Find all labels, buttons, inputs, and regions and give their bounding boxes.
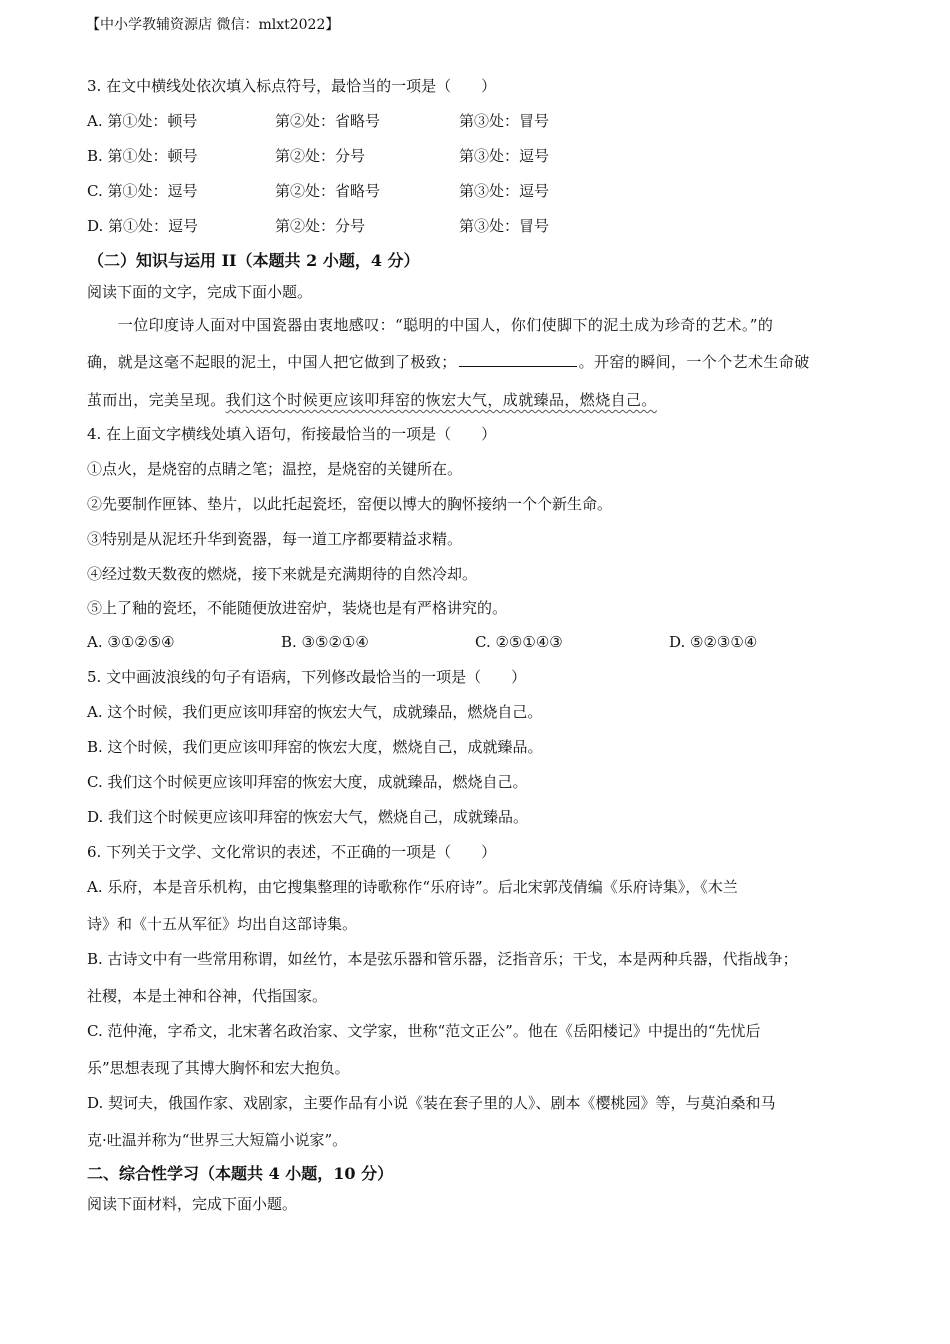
q3-option-c-part1: C. 第①处：逗号 [87,182,198,200]
q6-option-c-line2: 乐”思想表现了其博大胸怀和宏大抱负。 [87,1059,350,1077]
part-2-instruction: 阅读下面材料，完成下面小题。 [87,1195,298,1213]
q3-option-d-part1: D. 第①处：逗号 [87,217,199,235]
q4-item-4: ④经过数天数夜的燃烧，接下来就是充满期待的自然冷却。 [87,565,478,583]
q4-item-2: ②先要制作匣钵、垫片，以此托起瓷坯，窑便以博大的胸怀接纳一个个新生命。 [87,495,613,513]
passage-line-2-end: 。开窑的瞬间，一个个艺术生命破 [578,353,810,371]
q3-stem: 3. 在文中横线处依次填入标点符号，最恰当的一项是（ ） [87,77,497,95]
q3-option-d-part3: 第③处：冒号 [459,217,550,235]
passage-line-2-start: 确，就是这毫不起眼的泥土，中国人把它做到了极致； [87,353,457,371]
q6-option-b-line1: B. 古诗文中有一些常用称谓，如丝竹，本是弦乐器和管乐器，泛指音乐；干戈，本是两种兵器，代指战争； [87,950,798,968]
q5-option-b: B. 这个时候，我们更应该叩拜窑的恢宏大度，燃烧自己，成就臻品。 [87,738,543,756]
wavy-underlined-sentence: 我们这个时候更应该叩拜窑的恢宏大气，成就臻品，燃烧自己。 [225,391,657,409]
q4-item-3: ③特别是从泥坯升华到瓷器，每一道工序都要精益求精。 [87,530,463,548]
q3-option-b-part2: 第②处：分号 [275,147,366,165]
q3-option-d-part2: 第②处：分号 [275,217,366,235]
q3-option-a-part2: 第②处：省略号 [275,112,381,130]
q5-option-c: C. 我们这个时候更应该叩拜窑的恢宏大度，成就臻品，燃烧自己。 [87,773,528,791]
q4-option-c: C. ②⑤①④③ [475,633,563,651]
q5-stem: 5. 文中画波浪线的句子有语病，下列修改最恰当的一项是（ ） [87,668,527,686]
q4-option-d: D. ⑤②③①④ [669,633,758,651]
q6-option-d-line2: 克·吐温并称为“世界三大短篇小说家”。 [87,1131,348,1149]
q3-option-c-part3: 第③处：逗号 [459,182,550,200]
passage-line-1: 一位印度诗人面对中国瓷器由衷地感叹：“聪明的中国人，你们使脚下的泥土成为珍奇的艺术。”的 [87,316,774,334]
q3-option-c-part2: 第②处：省略号 [275,182,381,200]
section-2-instruction: 阅读下面的文字，完成下面小题。 [87,283,313,301]
q5-option-a: A. 这个时候，我们更应该叩拜窑的恢宏大气，成就臻品，燃烧自己。 [87,703,543,721]
q4-stem: 4. 在上面文字横线处填入语句，衔接最恰当的一项是（ ） [87,425,497,443]
header-watermark: 【中小学教辅资源店 微信：mlxt2022】 [86,17,340,33]
q6-option-d-line1: D. 契诃夫，俄国作家、戏剧家，主要作品有小说《装在套子里的人》、剧本《樱桃园》等，与莫泊桑和马 [87,1094,776,1112]
q5-option-d: D. 我们这个时候更应该叩拜窑的恢宏大气，燃烧自己，成就臻品。 [87,808,529,826]
q4-option-b: B. ③⑤②①④ [281,633,369,651]
q3-option-b-part1: B. 第①处：顿号 [87,147,198,165]
q3-option-b-part3: 第③处：逗号 [459,147,550,165]
passage-line-3 [87,389,657,411]
q4-item-5: ⑤上了釉的瓷坯，不能随便放进窑炉，装烧也是有严格讲究的。 [87,599,508,617]
passage-line-3-start: 茧而出，完美呈现。 [87,391,226,409]
q6-option-a-line2: 诗》和《十五从军征》均出自这部诗集。 [87,915,358,933]
q4-option-a: A. ③①②⑤④ [87,633,175,651]
fill-blank [459,352,577,367]
q6-stem: 6. 下列关于文学、文化常识的表述，不正确的一项是（ ） [87,843,497,861]
q4-item-1: ①点火，是烧窑的点睛之笔；温控，是烧窑的关键所在。 [87,460,463,478]
q3-option-a-part1: A. 第①处：顿号 [87,112,198,130]
q3-option-a-part3: 第③处：冒号 [459,112,550,130]
q6-option-c-line1: C. 范仲淹，字希文，北宋著名政治家、文学家，世称“范文正公”。他在《岳阳楼记》中提出的“先忧后 [87,1022,761,1040]
section-2-title: （二）知识与运用 II（本题共 2 小题，4 分） [88,251,420,270]
q6-option-a-line1: A. 乐府，本是音乐机构，由它搜集整理的诗歌称作“乐府诗”。后北宋郭茂倩编《乐府诗集》，《木兰 [87,878,738,896]
passage-line-2 [87,351,810,373]
part-2-title: 二、综合性学习（本题共 4 小题，10 分） [87,1164,394,1183]
q6-option-b-line2: 社稷，本是土神和谷神，代指国家。 [87,987,328,1005]
